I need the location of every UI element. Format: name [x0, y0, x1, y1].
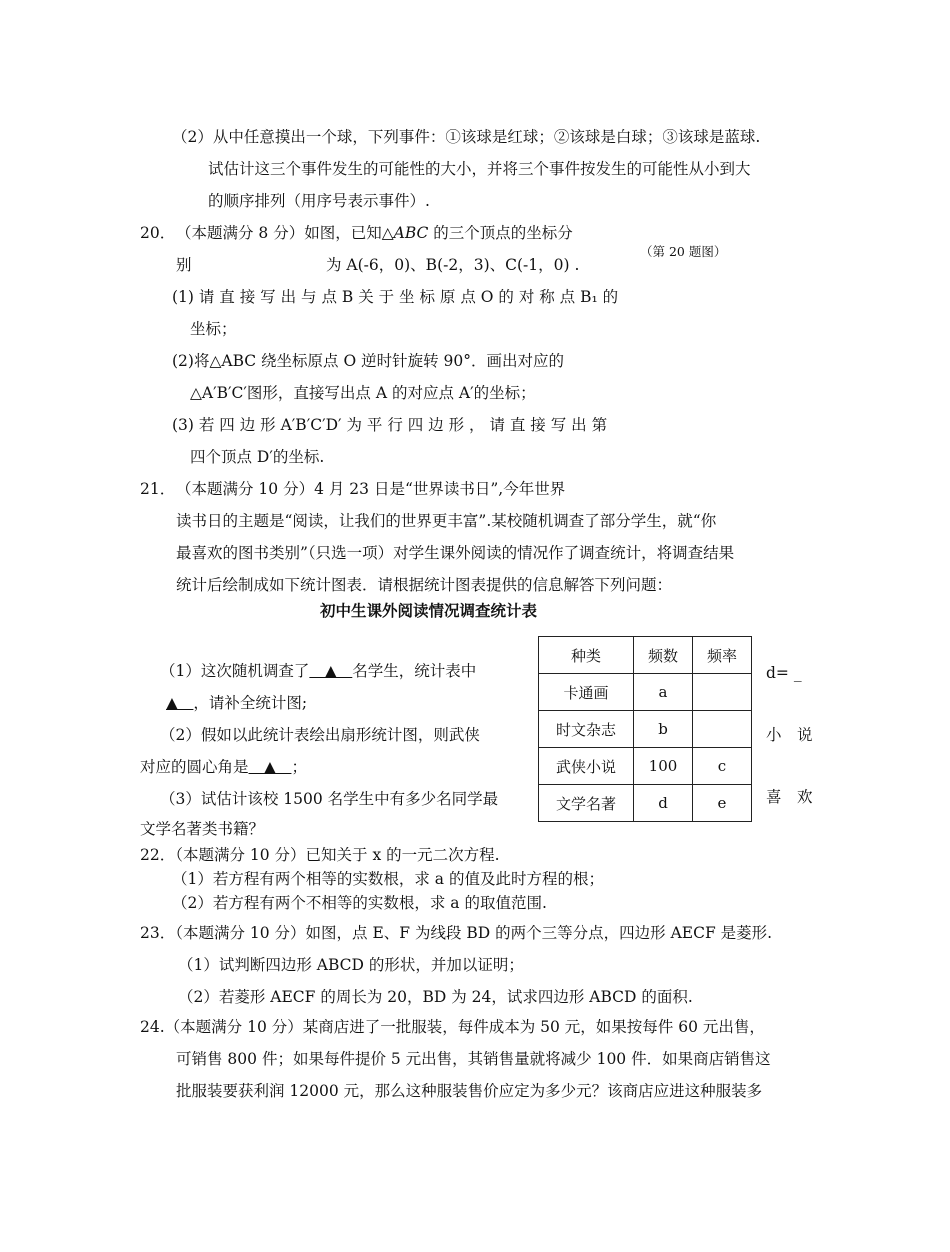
- q23-line1: 23．（本题满分 10 分）如图，点 E、F 为线段 BD 的两个三等分点，四边形 AECF 是菱形.: [140, 924, 773, 942]
- overflow-text-d: d= _: [766, 664, 802, 682]
- q20-line2a: 别: [176, 256, 192, 274]
- q21-part1-line2: ▲ ，请补全统计图;: [166, 694, 308, 712]
- table-cell: d: [634, 785, 693, 822]
- q24-line2: 可销售 800 件；如果每件提价 5 元出售，其销售量就将减少 100 件．如果商店销售这: [176, 1050, 771, 1068]
- q20-part2-line2: △A′B′C′图形，直接写出点 A 的对应点 A′的坐标；: [190, 384, 536, 402]
- table-cell: 卡通画: [539, 674, 634, 711]
- q19-part2-line1: （2）从中任意摸出一个球，下列事件：①该球是红球；②该球是白球；③该球是蓝球.: [172, 128, 761, 146]
- table-cell: 武侠小说: [539, 748, 634, 785]
- q20-part2-line1: (2)将△ABC 绕坐标原点 O 逆时针旋转 90°．画出对应的: [172, 352, 564, 370]
- header-category: 种类: [539, 637, 634, 674]
- table-row: [539, 785, 752, 822]
- overflow-text-xiaoshuo: 小 说: [766, 726, 813, 744]
- q24-line1: 24.（本题满分 10 分）某商店进了一批服装，每件成本为 50 元，如果按每件 60 元出售，: [140, 1018, 765, 1036]
- table-cell: e: [693, 785, 752, 822]
- q21-line3: 最喜欢的图书类别”（只选一项）对学生课外阅读的情况作了调查统计，将调查结果: [176, 544, 735, 562]
- q20-figure-caption: （第 20 题图）: [640, 244, 727, 259]
- table-cell: [693, 711, 752, 748]
- q20-line2b: 为 A(-6，0)、B(-2，3)、C(-1，0) .: [326, 256, 580, 274]
- q20-number: 20．: [140, 224, 176, 242]
- table-cell: 100: [634, 748, 693, 785]
- q21-part3-line1: （3）试估计该校 1500 名学生中有多少名同学最: [160, 790, 499, 808]
- q22-part1: （1）若方程有两个相等的实数根，求 a 的值及此时方程的根；: [172, 870, 604, 888]
- table-row: [539, 674, 752, 711]
- q21-part2-line2: 对应的圆心角是 ▲ ；: [140, 758, 307, 776]
- answer-blank[interactable]: ▲: [166, 694, 194, 712]
- overflow-text-xihuan: 喜 欢: [766, 788, 813, 806]
- q21-part3-line2: 文学名著类书籍？: [140, 820, 265, 838]
- table-cell: b: [634, 711, 693, 748]
- table-cell: 时文杂志: [539, 711, 634, 748]
- answer-blank[interactable]: ▲: [248, 758, 292, 776]
- q24-line3: 批服装要获利润 12000 元，那么这种服装售价应定为多少元？该商店应进这种服装多: [176, 1082, 763, 1100]
- q21-line1: （本题满分 10 分）4 月 23 日是“世界读书日”,今年世界: [176, 480, 566, 498]
- table-cell: 文学名著: [539, 785, 634, 822]
- table-cell: [693, 674, 752, 711]
- q23-part2: （2）若菱形 AECF 的周长为 20，BD 为 24，试求四边形 ABCD 的面积.: [178, 988, 693, 1006]
- stats-table: [538, 636, 752, 822]
- header-rate: 频率: [693, 637, 752, 674]
- q20-header: （本题满分 8 分）如图，已知△ABC 的三个顶点的坐标分: [176, 224, 573, 242]
- table-cell: a: [634, 674, 693, 711]
- table-row: [539, 748, 752, 785]
- q20-part3-line2: 四个顶点 D′的坐标.: [190, 448, 325, 466]
- header-frequency: 频数: [634, 637, 693, 674]
- table-cell: c: [693, 748, 752, 785]
- q21-line2: 读书日的主题是“阅读，让我们的世界更丰富”.某校随机调查了部分学生，就“你: [176, 512, 717, 530]
- q20-part1-line1: (1) 请 直 接 写 出 与 点 B 关 于 坐 标 原 点 O 的 对 称 点 B₁ 的: [172, 288, 619, 306]
- q21-part1-line1: （1）这次随机调查了 ▲ 名学生，统计表中: [160, 662, 477, 680]
- q19-part2-line3: 的顺序排列（用序号表示事件）.: [208, 192, 430, 210]
- q20-part1-line2: 坐标；: [190, 320, 237, 338]
- table-title: 初中生课外阅读情况调查统计表: [320, 601, 538, 620]
- q22-line1: 22．（本题满分 10 分）已知关于 x 的一元二次方程.: [140, 846, 500, 864]
- table-row: [539, 711, 752, 748]
- q22-part2: （2）若方程有两个不相等的实数根，求 a 的取值范围.: [172, 894, 547, 912]
- q21-line4: 统计后绘制成如下统计图表．请根据统计图表提供的信息解答下列问题：: [176, 576, 673, 594]
- q20-part3-line1: (3) 若 四 边 形 A′B′C′D′ 为 平 行 四 边 形 ， 请 直 接 写 出 第: [172, 416, 608, 434]
- table-header-row: [539, 637, 752, 674]
- q21-number: 21．: [140, 480, 176, 498]
- q21-part2-line1: （2）假如以此统计表绘出扇形统计图，则武侠: [160, 726, 480, 744]
- answer-blank[interactable]: ▲: [309, 662, 353, 680]
- q23-part1: （1）试判断四边形 ABCD 的形状，并加以证明；: [178, 956, 524, 974]
- q19-part2-line2: 试估计这三个事件发生的可能性的大小，并将三个事件按发生的可能性从小到大: [208, 160, 751, 178]
